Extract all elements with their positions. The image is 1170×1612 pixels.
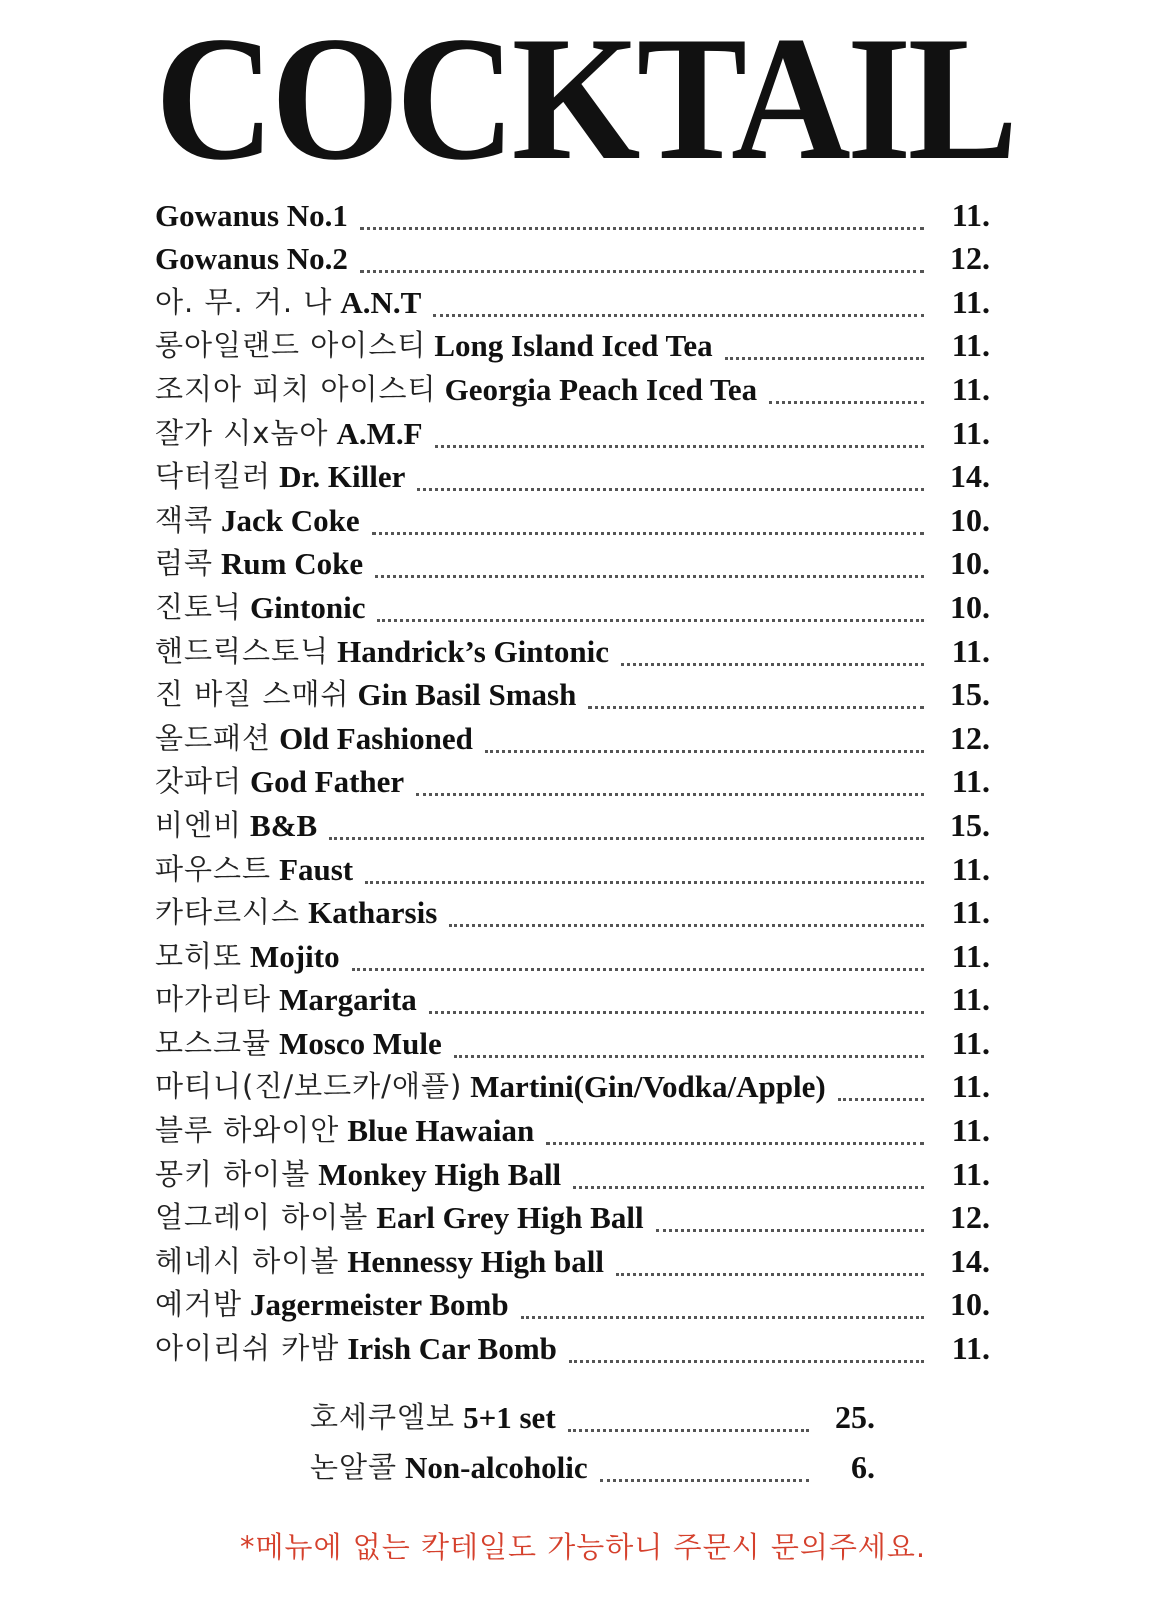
menu-item (155, 458, 990, 502)
menu-item (155, 981, 990, 1025)
item-english-name: Georgia Peach Iced Tea (444, 371, 758, 407)
menu-item (155, 501, 990, 545)
dot-leader (569, 1359, 924, 1363)
menu-item (155, 894, 990, 938)
dot-leader (546, 1141, 924, 1145)
item-english-name: A.N.T (340, 284, 422, 320)
item-price: 11. (951, 1068, 990, 1105)
menu-item (155, 1199, 990, 1243)
menu-item (155, 1329, 990, 1373)
item-korean-name: 블루 하와이안 (155, 1113, 340, 1148)
item-price: 11. (951, 763, 990, 800)
item-english-name: Handrick’s Gintonic (337, 633, 609, 669)
menu-item (155, 719, 990, 763)
item-price: 11. (951, 850, 990, 887)
item-english-name: Dr. Killer (279, 459, 406, 495)
dot-leader (588, 705, 924, 709)
item-korean-name: 롱아일랜드 아이스티 (155, 328, 427, 363)
item-korean-name: 갓파더 (155, 764, 243, 799)
dot-leader (838, 1097, 924, 1101)
item-english-name: Long Island Iced Tea (434, 328, 713, 364)
dot-leader (521, 1315, 924, 1319)
dot-leader (485, 749, 924, 753)
item-english-name: Non-alcoholic (405, 1450, 588, 1485)
dot-leader (360, 269, 924, 273)
item-price: 11. (951, 937, 990, 974)
item-korean-name: 아. 무. 거. 나 (155, 284, 333, 319)
dot-leader (365, 880, 924, 884)
item-english-name: Faust (279, 851, 354, 887)
extra-item-set (310, 1390, 875, 1442)
menu-item (155, 1155, 990, 1199)
menu-item (155, 850, 990, 894)
item-korean-name: 논알콜 (310, 1450, 398, 1484)
item-english-name: Earl Grey High Ball (376, 1200, 644, 1236)
dot-leader (329, 836, 924, 840)
menu-item (155, 632, 990, 676)
item-price: 11. (951, 981, 990, 1018)
item-price: 10. (950, 501, 990, 538)
menu-item (155, 327, 990, 371)
item-price: 11. (951, 1024, 990, 1061)
item-price: 12. (950, 1199, 990, 1236)
item-korean-name: 럼콕 (155, 546, 214, 581)
item-english-name: Jack Coke (221, 502, 360, 538)
dot-leader (352, 967, 924, 971)
dot-leader (616, 1272, 924, 1276)
menu-item (155, 1068, 990, 1112)
menu-item (155, 676, 990, 720)
dot-leader (375, 574, 924, 578)
menu-item (155, 414, 990, 458)
item-korean-name: 진토닉 (155, 589, 243, 624)
item-price: 11. (951, 414, 990, 451)
item-price: 11. (951, 632, 990, 669)
item-price: 11. (951, 283, 990, 320)
item-korean-name: 마티니(진/보드카/애플) (155, 1069, 463, 1104)
item-english-name: 5+1 set (463, 1400, 556, 1435)
item-english-name: Blue Hawaian (347, 1113, 535, 1149)
item-price: 10. (950, 545, 990, 582)
item-korean-name: 아이리쉬 카밤 (155, 1331, 340, 1366)
footer-note: *메뉴에 없는 칵테일도 가능하니 주문시 문의주세요. (240, 1530, 927, 1564)
menu-item (155, 545, 990, 589)
item-korean-name: 잘가 시x놈아 (155, 415, 329, 450)
menu-item (155, 588, 990, 632)
item-price: 10. (950, 1286, 990, 1323)
item-korean-name: 얼그레이 하이볼 (155, 1200, 369, 1235)
item-english-name: Jagermeister Bomb (250, 1287, 509, 1323)
item-korean-name: 핸드릭스토닉 (155, 633, 330, 668)
menu-item (155, 240, 990, 284)
menu-item (155, 196, 990, 240)
menu-item (155, 1111, 990, 1155)
dot-leader (573, 1185, 924, 1189)
item-english-name: Gowanus No.1 (155, 197, 348, 233)
item-price: 11. (951, 1112, 990, 1149)
item-price: 11. (951, 1330, 990, 1367)
item-english-name: Gin Basil Smash (357, 677, 577, 713)
menu-item (155, 1024, 990, 1068)
item-korean-name: 몽키 하이볼 (155, 1156, 311, 1191)
dot-leader (433, 313, 924, 317)
menu-item (155, 1242, 990, 1286)
item-english-name: Gowanus No.2 (155, 241, 348, 277)
dot-leader (360, 226, 924, 230)
item-korean-name: 호세쿠엘보 (310, 1400, 456, 1434)
menu-item (155, 763, 990, 807)
dot-leader (377, 618, 924, 622)
item-korean-name: 모히또 (155, 938, 243, 973)
item-korean-name: 조지아 피치 아이스티 (155, 371, 437, 406)
item-english-name: Rum Coke (221, 546, 364, 582)
menu-item (155, 370, 990, 414)
menu-item (155, 937, 990, 981)
item-korean-name: 올드패션 (155, 720, 272, 755)
item-korean-name: 헤네시 하이볼 (155, 1243, 340, 1278)
item-english-name: A.M.F (336, 415, 423, 451)
item-price: 15. (950, 806, 990, 843)
dot-leader (600, 1478, 809, 1482)
dot-leader (435, 444, 924, 448)
item-korean-name: 파우스트 (155, 851, 272, 886)
dot-leader (417, 487, 924, 491)
dot-leader (621, 662, 924, 666)
item-price: 11. (951, 370, 990, 407)
item-price: 14. (950, 458, 990, 495)
dot-leader (416, 792, 924, 796)
item-korean-name: 닥터킬러 (155, 459, 272, 494)
item-price: 11. (951, 327, 990, 364)
item-english-name: Monkey High Ball (318, 1156, 562, 1192)
dot-leader (454, 1054, 924, 1058)
item-english-name: Mojito (250, 938, 340, 974)
dot-leader (449, 923, 924, 927)
item-english-name: God Father (250, 764, 405, 800)
item-price: 11. (951, 196, 990, 233)
item-korean-name: 카타르시스 (155, 895, 301, 930)
dot-leader (656, 1228, 924, 1232)
item-price: 12. (950, 719, 990, 756)
item-korean-name: 마가리타 (155, 982, 272, 1017)
item-price: 14. (950, 1242, 990, 1279)
item-price: 6. (851, 1449, 875, 1485)
item-english-name: Old Fashioned (279, 720, 473, 756)
item-english-name: B&B (250, 807, 318, 843)
dot-leader (769, 400, 924, 404)
menu-item (155, 1286, 990, 1330)
item-korean-name: 잭콕 (155, 502, 214, 537)
item-price: 12. (950, 240, 990, 277)
item-english-name: Gintonic (250, 589, 366, 625)
extra-item-non-alcoholic (310, 1440, 875, 1492)
dot-leader (372, 531, 924, 535)
item-english-name: Martini(Gin/Vodka/Apple) (470, 1069, 826, 1105)
item-english-name: Margarita (279, 982, 417, 1018)
item-price: 11. (951, 1155, 990, 1192)
menu-item (155, 283, 990, 327)
item-price: 15. (950, 676, 990, 713)
item-korean-name: 비엔비 (155, 807, 243, 842)
item-english-name: Katharsis (308, 895, 438, 931)
item-korean-name: 예거밤 (155, 1287, 243, 1322)
item-price: 11. (951, 894, 990, 931)
menu-item (155, 806, 990, 850)
item-price: 10. (950, 588, 990, 625)
dot-leader (568, 1428, 809, 1432)
dot-leader (725, 356, 924, 360)
dot-leader (429, 1010, 924, 1014)
item-price: 25. (835, 1399, 875, 1435)
item-korean-name: 진 바질 스매쉬 (155, 677, 350, 712)
item-english-name: Irish Car Bomb (347, 1331, 557, 1367)
item-english-name: Mosco Mule (279, 1025, 442, 1061)
cocktail-list (155, 196, 990, 1373)
menu-title: COCKTAIL (155, 0, 1015, 197)
item-english-name: Hennessy High ball (347, 1243, 604, 1279)
item-korean-name: 모스크뮬 (155, 1025, 272, 1060)
